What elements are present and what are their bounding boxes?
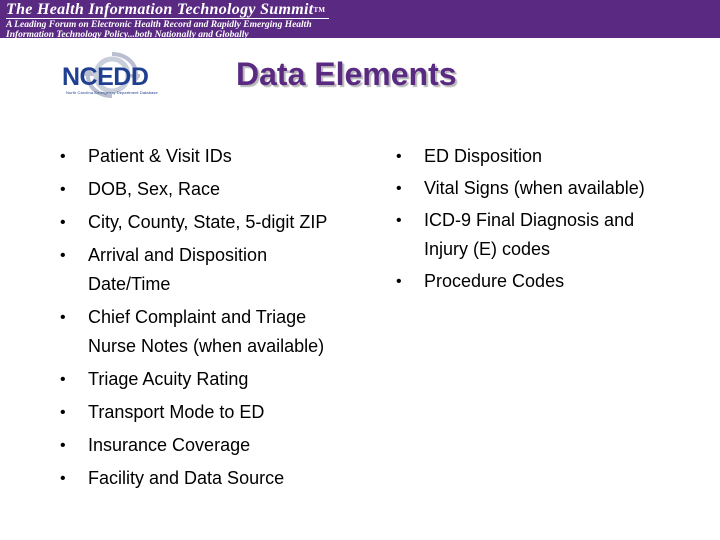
bullet-item: [396, 142, 696, 171]
bullet-text: • ED Disposition: [424, 146, 543, 166]
right-bullet-list: [396, 142, 696, 299]
bullet-item: [396, 174, 696, 203]
bullet-text: • City, County, State, 5-digit ZIP: [88, 212, 328, 232]
banner-tagline-2: Information Technology Policy...both Nationally and Globally: [6, 30, 249, 40]
bullet-item: [60, 241, 380, 299]
slide-title: Data Elements: [236, 56, 457, 92]
bullet-item: [60, 175, 380, 204]
bullet-text: • Insurance Coverage: [88, 435, 251, 455]
bullet-text: • ICD-9 Final Diagnosis and: [424, 210, 635, 230]
left-bullet-list: [60, 142, 380, 497]
bullet-text: • Triage Acuity Rating: [88, 369, 249, 389]
bullet-item: [60, 208, 380, 237]
logo-subtitle: North Carolina Emergency Department Database: [66, 90, 158, 95]
ncedd-logo: [62, 52, 158, 100]
bullet-item: [60, 142, 380, 171]
bullet-text: Injury (E) codes: [424, 239, 551, 259]
banner-tagline-1: A Leading Forum on Electronic Health Record and Rapidly Emerging Health: [6, 20, 312, 30]
bullet-text: • Chief Complaint and Triage: [88, 307, 307, 327]
bullet-item: [60, 431, 380, 460]
bullet-text: Date/Time: [88, 274, 171, 294]
logo-text: NCEDD: [62, 63, 149, 91]
bullet-text: • Patient & Visit IDs: [88, 146, 232, 166]
bullet-text: • Vital Signs (when available): [424, 178, 645, 198]
bullet-text: • Facility and Data Source: [88, 468, 285, 488]
bullet-text: • Procedure Codes: [424, 271, 565, 291]
bullet-text: Nurse Notes (when available): [88, 336, 325, 356]
bullet-item: [60, 464, 380, 493]
trademark-mark: TM: [313, 6, 326, 14]
bullet-item: [396, 267, 696, 296]
bullet-text: • DOB, Sex, Race: [88, 179, 221, 199]
header-banner: [0, 0, 720, 38]
bullet-item: [396, 206, 696, 264]
banner-title: The Health Information Technology Summit™: [6, 2, 329, 19]
bullet-text: • Arrival and Disposition: [88, 245, 268, 265]
bullet-item: [60, 365, 380, 394]
bullet-item: [60, 398, 380, 427]
bullet-item: [60, 303, 380, 361]
bullet-text: • Transport Mode to ED: [88, 402, 265, 422]
